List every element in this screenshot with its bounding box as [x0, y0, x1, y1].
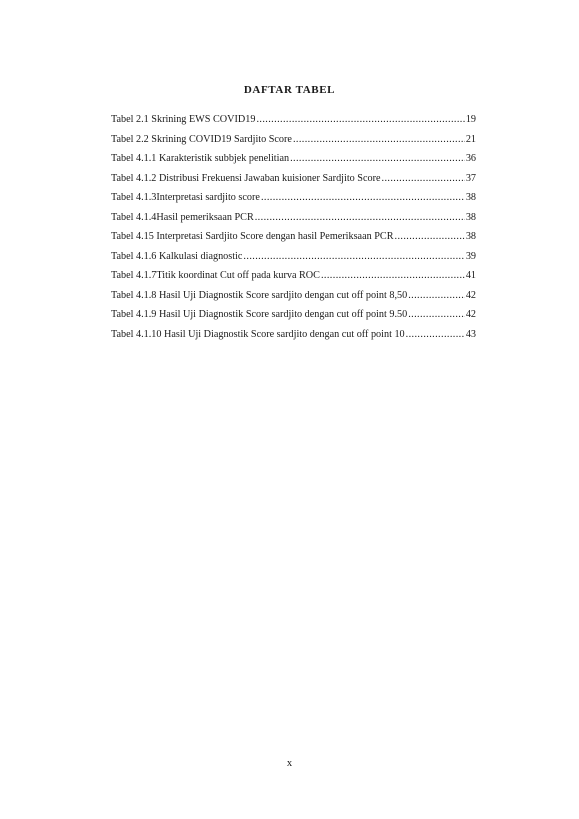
toc-entry — [111, 208, 476, 228]
toc-entry-label: Tabel 2.1 Skrining EWS COVID19 — [111, 114, 256, 125]
dot-leader — [293, 130, 465, 150]
toc-entry — [111, 266, 476, 286]
toc-entry — [111, 286, 476, 306]
dot-leader — [382, 169, 465, 189]
toc-entry-label: Tabel 4.1.6 Kalkulasi diagnostic — [111, 250, 243, 262]
toc-entry — [111, 305, 476, 325]
dot-leader — [408, 286, 465, 306]
toc-entry-label: Tabel 4.1.4Hasil pemeriksaan PCR — [111, 211, 254, 223]
dot-leader — [255, 208, 465, 228]
toc-entry — [111, 169, 476, 189]
toc-entry — [111, 130, 476, 150]
toc-entry-label: Tabel 4.1.2 Distribusi Frekuensi Jawaban kuisioner Sardjito Score — [111, 172, 381, 184]
dot-leader — [321, 266, 465, 286]
toc-entry-label: Tabel 4.1.7Titik koordinat Cut off pada kurva ROC — [111, 270, 320, 281]
dot-leader — [290, 149, 465, 169]
toc-entry-label: Tabel 4.1.3Interpretasi sardjito score — [111, 192, 260, 203]
toc-entry-page: 43 — [465, 328, 476, 340]
toc-entry-page: 19 — [465, 114, 476, 125]
dot-leader — [256, 110, 464, 130]
toc-entry-label: Tabel 2.2 Skrining COVID19 Sardjito Score — [111, 133, 292, 145]
toc-entry — [111, 227, 476, 247]
toc-entry — [111, 247, 476, 267]
toc-entry-page: 41 — [465, 270, 476, 281]
toc-entry-label: Tabel 4.1.10 Hasil Uji Diagnostik Score sardjito dengan cut off point 10 — [111, 328, 405, 340]
toc-entry-page: 38 — [465, 192, 476, 203]
toc-entry-page: 42 — [465, 309, 476, 320]
toc-entry-page: 38 — [465, 231, 476, 242]
toc-entry-page: 37 — [465, 172, 476, 184]
toc-entry-page: 21 — [465, 133, 476, 145]
page-number: x — [286, 758, 293, 769]
dot-leader — [406, 325, 465, 345]
toc-entry — [111, 188, 476, 208]
toc-entry-label: Tabel 4.1.9 Hasil Uji Diagnostik Score sardjito dengan cut off point 9.50 — [111, 309, 408, 320]
toc-entry-page: 38 — [465, 211, 476, 223]
dot-leader — [243, 247, 464, 267]
toc-entry-label: Tabel 4.15 Interpretasi Sardjito Score dengan hasil Pemeriksaan PCR — [111, 231, 394, 242]
toc-entry — [111, 149, 476, 169]
page-title: DAFTAR TABEL — [243, 84, 336, 96]
toc-entry-page: 42 — [465, 289, 476, 301]
dot-leader — [395, 227, 465, 247]
toc-entry — [111, 110, 476, 130]
table-of-tables — [111, 110, 476, 344]
toc-entry-label: Tabel 4.1.1 Karakteristik subbjek penelitian — [111, 153, 290, 164]
toc-entry — [111, 325, 476, 345]
toc-entry-page: 36 — [465, 153, 476, 164]
dot-leader — [261, 188, 465, 208]
toc-entry-page: 39 — [465, 250, 476, 262]
dot-leader — [408, 305, 465, 325]
toc-entry-label: Tabel 4.1.8 Hasil Uji Diagnostik Score sardjito dengan cut off point 8,50 — [111, 289, 408, 301]
